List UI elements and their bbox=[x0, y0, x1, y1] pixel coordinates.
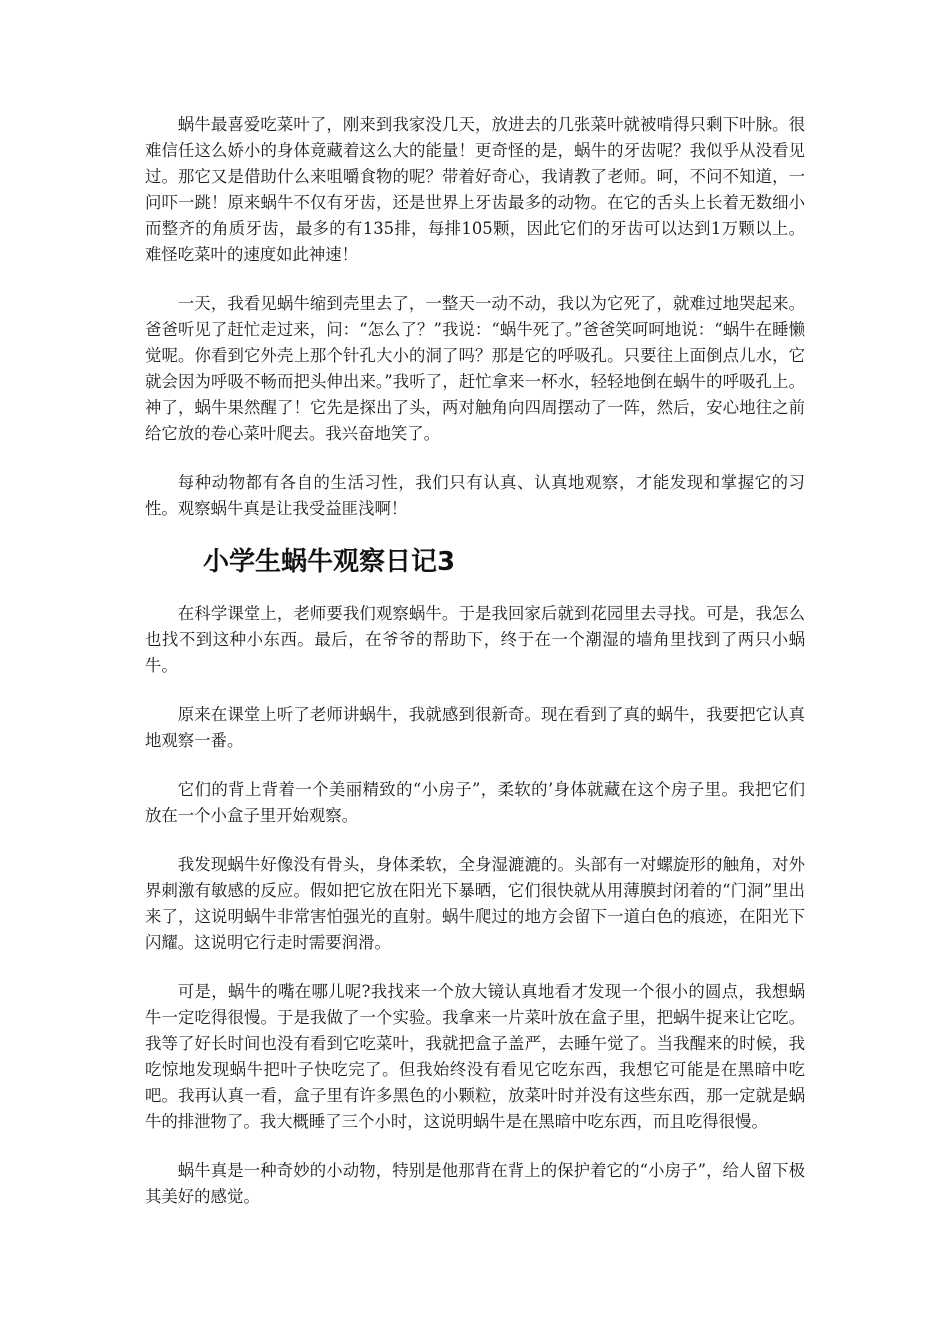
paragraph: 它们的背上背着一个美丽精致的“小房子”，柔软的’身体就藏在这个房子里。我把它们放在一个小盒子里开始观察。 bbox=[145, 780, 805, 825]
paragraph: 蜗牛真是一种奇妙的小动物，特别是他那背在背上的保护着它的“小房子”，给人留下极其美好的感觉。 bbox=[145, 1161, 805, 1206]
section-heading: 小学生蜗牛观察日记3 bbox=[203, 547, 456, 577]
document-body bbox=[145, 112, 805, 1233]
paragraph: 我发现蜗牛好像没有骨头，身体柔软，全身湿漉漉的。头部有一对螺旋形的触角，对外界刺激有敏感的反应。假如把它放在阳光下暴晒，它们很快就从用薄膜封闭着的“门洞”里出来了，这说明蜗牛非常害怕强光的直射。蜗牛爬过的地方会留下一道白色的痕迹，在阳光下闪耀。这说明它行走时需要润滑。 bbox=[145, 855, 805, 952]
paragraph: 蜗牛最喜爱吃菜叶了，刚来到我家没几天，放进去的几张菜叶就被啃得只剩下叶脉。很难信任这么娇小的身体竟藏着这么大的能量！更奇怪的是，蜗牛的牙齿呢？我似乎从没看见过。那它又是借助什么来咀嚼食物的呢？带着好奇心，我请教了老师。呵，不问不知道，一问吓一跳！原来蜗牛不仅有牙齿，还是世界上牙齿最多的动物。在它的舌头上长着无数细小而整齐的角质牙齿，最多的有135排，每排105颗，因此它们的牙齿可以达到1万颗以上。难怪吃菜叶的速度如此神速！ bbox=[145, 115, 805, 264]
paragraph: 原来在课堂上听了老师讲蜗牛，我就感到很新奇。现在看到了真的蜗牛，我要把它认真地观察一番。 bbox=[145, 705, 805, 750]
paragraph: 每种动物都有各自的生活习性，我们只有认真、认真地观察，才能发现和掌握它的习性。观察蜗牛真是让我受益匪浅啊！ bbox=[145, 473, 805, 518]
paragraph: 一天，我看见蜗牛缩到壳里去了，一整天一动不动，我以为它死了，就难过地哭起来。爸爸听见了赶忙走过来，问：“怎么了？”我说：“蜗牛死了。”爸爸笑呵呵地说：“蜗牛在睡懒觉呢。你看到它外壳上那个针孔大小的洞了吗？那是它的呼吸孔。只要往上面倒点儿水，它就会因为呼吸不畅而把头伸出来。”我听了，赶忙拿来一杯水，轻轻地倒在蜗牛的呼吸孔上。神了，蜗牛果然醒了！它先是探出了头，两对触角向四周摆动了一阵，然后，安心地往之前给它放的卷心菜叶爬去。我兴奋地笑了。 bbox=[145, 294, 805, 443]
paragraph: 在科学课堂上，老师要我们观察蜗牛。于是我回家后就到花园里去寻找。可是，我怎么也找不到这种小东西。最后，在爷爷的帮助下，终于在一个潮湿的墙角里找到了两只小蜗牛。 bbox=[145, 604, 805, 675]
paragraph: 可是，蜗牛的嘴在哪儿呢?我找来一个放大镜认真地看才发现一个很小的圆点，我想蜗牛一定吃得很慢。于是我做了一个实验。我拿来一片菜叶放在盒子里，把蜗牛捉来让它吃。我等了好长时间也没有看到它吃菜叶，我就把盒子盖严，去睡午觉了。当我醒来的时候，我吃惊地发现蜗牛把叶子快吃完了。但我始终没有看见它吃东西，我想它可能是在黑暗中吃吧。我再认真一看，盒子里有许多黑色的小颗粒，放菜叶时并没有这些东西，那一定就是蜗牛的排泄物了。我大概睡了三个小时，这说明蜗牛是在黑暗中吃东西，而且吃得很慢。 bbox=[145, 982, 805, 1131]
